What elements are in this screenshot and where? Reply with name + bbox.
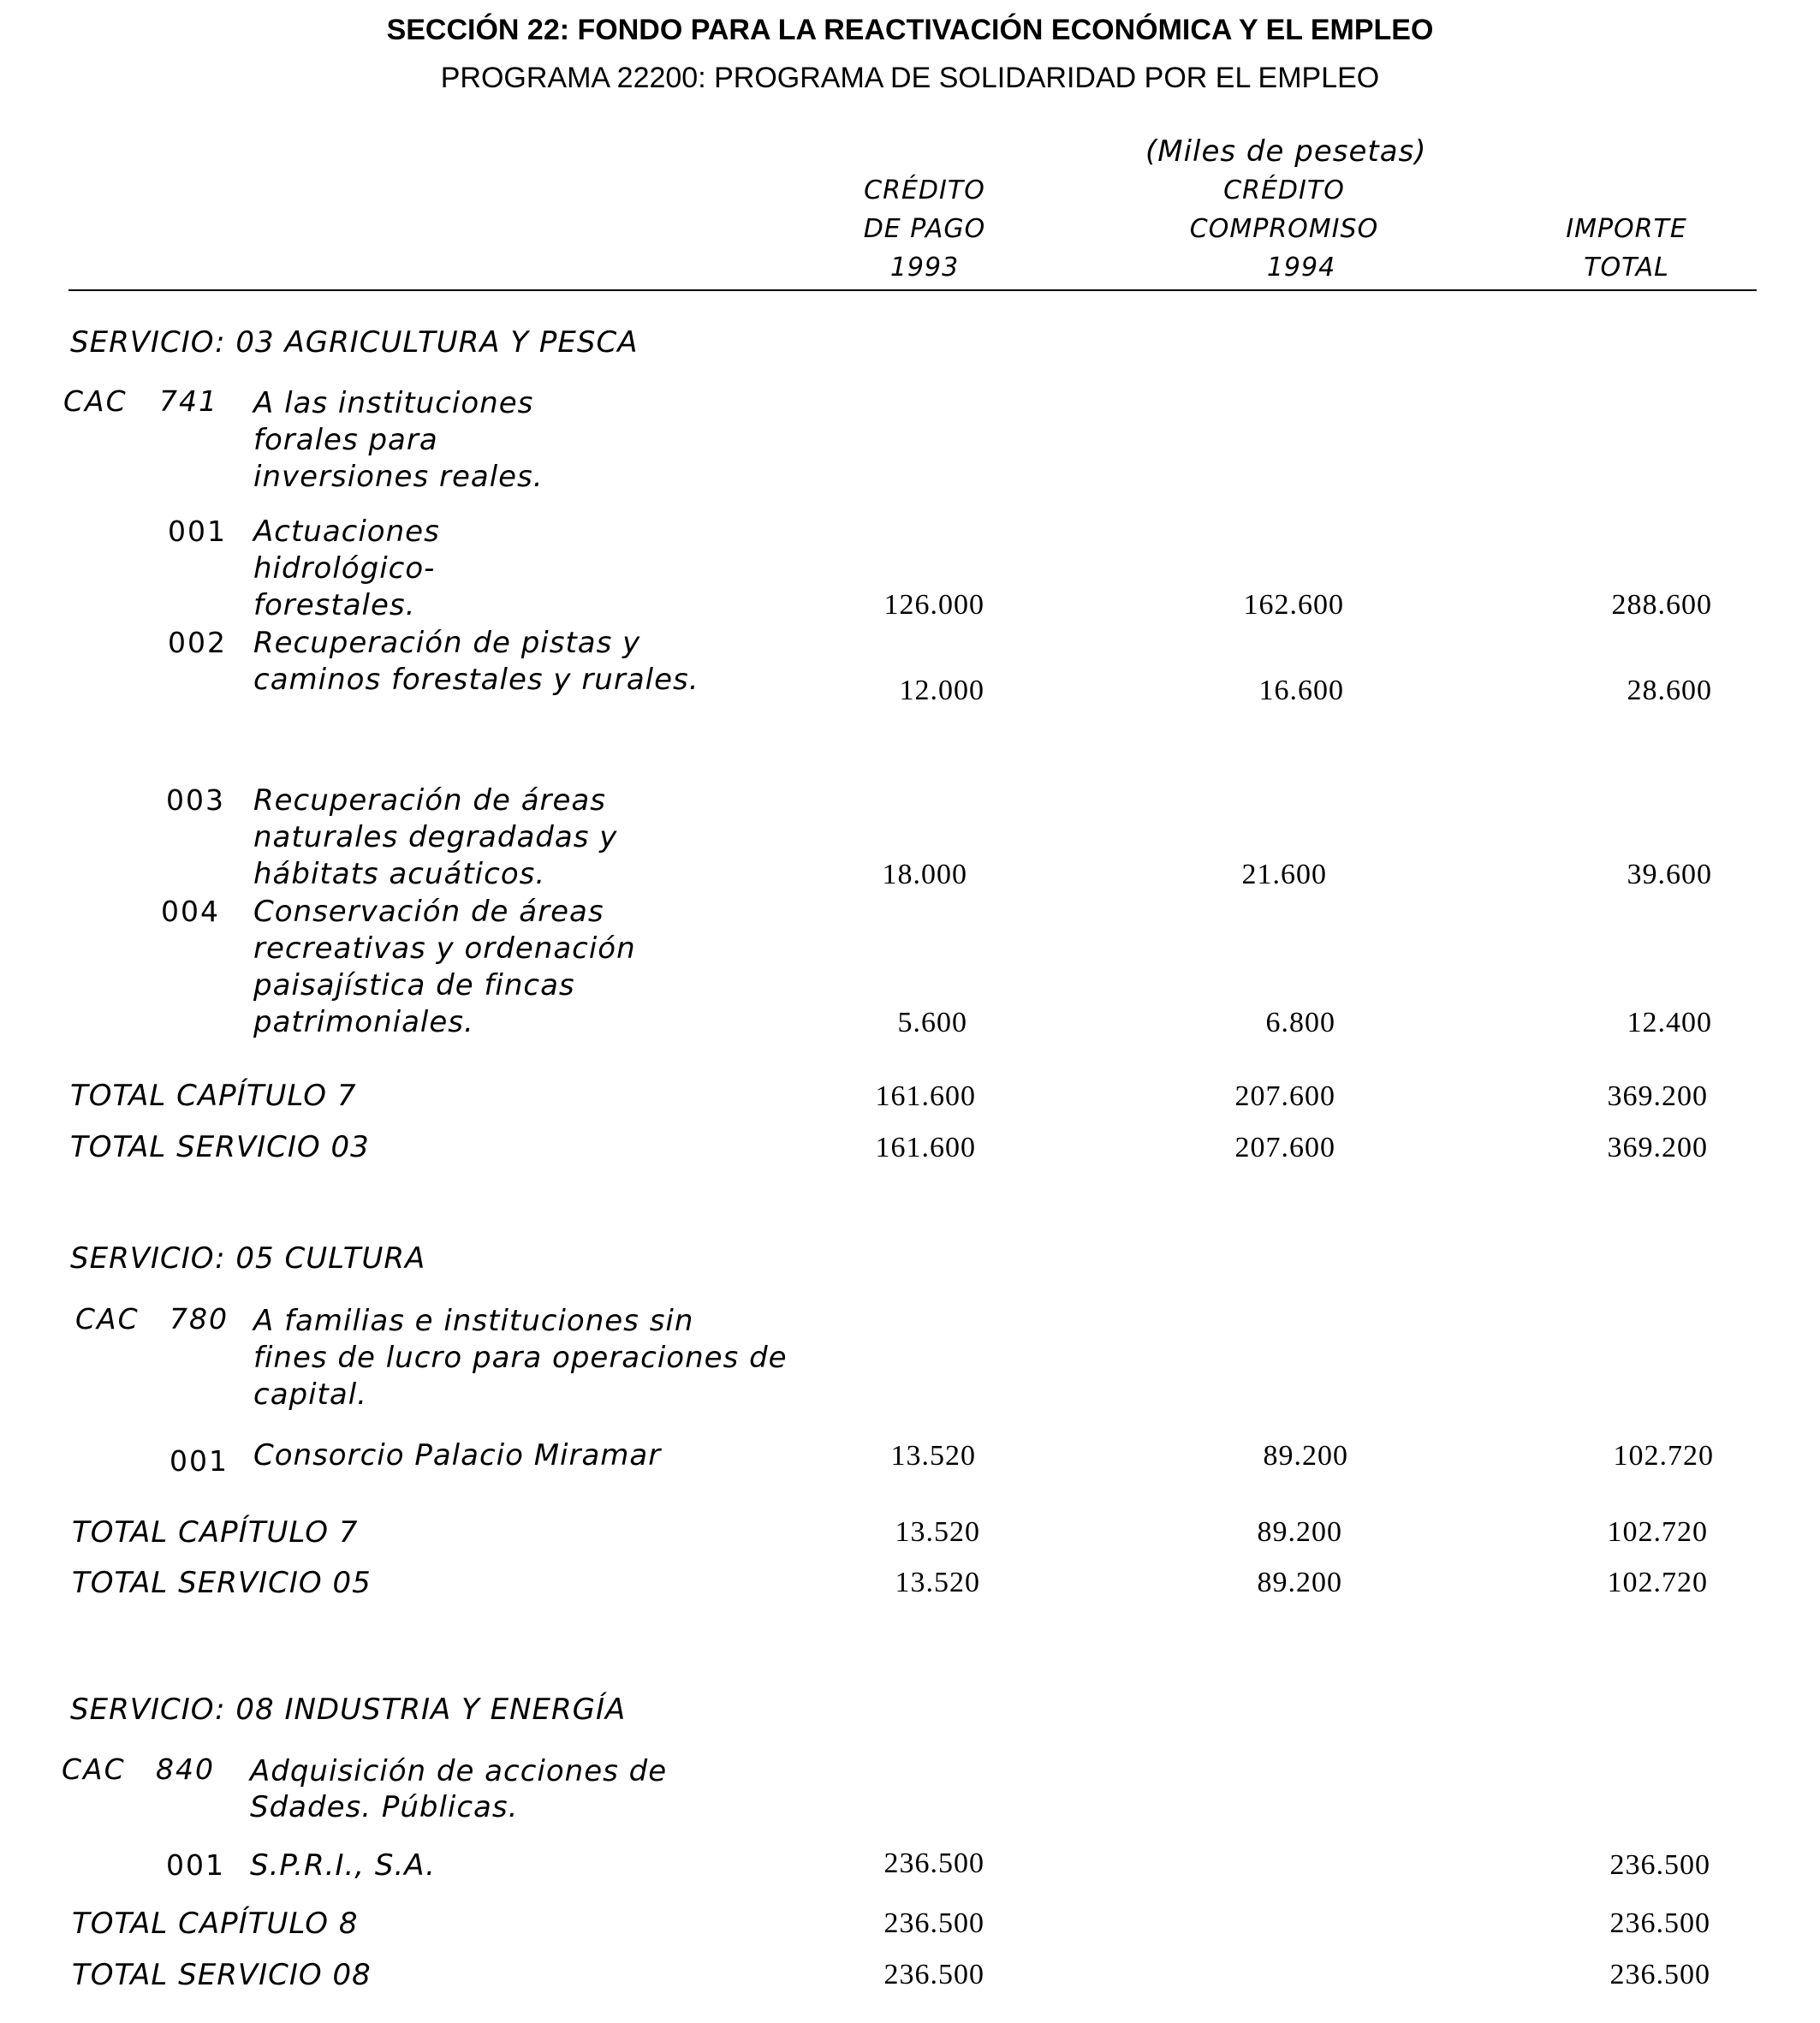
item-code: 001 — [166, 1848, 225, 1882]
total-capitulo-credito-pago: 13.520 — [895, 1516, 980, 1548]
col-importe-total-line2: TOTAL — [1584, 253, 1669, 283]
value-credito-compromiso: 6.800 — [1265, 1007, 1335, 1038]
cac-description-line: A familias e instituciones sin — [253, 1304, 694, 1338]
item-code: 001 — [168, 515, 227, 548]
col-credito-pago-line2: DE PAGO — [863, 214, 986, 244]
col-credito-compromiso-line3: 1994 — [1266, 253, 1336, 283]
value-importe-total: 12.400 — [1627, 1007, 1712, 1038]
value-credito-pago: 18.000 — [882, 859, 967, 890]
item-description-line: Recuperación de pistas y — [253, 626, 641, 660]
cac-code: 741 — [159, 384, 218, 418]
total-capitulo-credito-pago: 236.500 — [883, 1907, 984, 1939]
value-credito-compromiso: 162.600 — [1243, 589, 1344, 621]
value-credito-pago: 13.520 — [890, 1440, 976, 1472]
header-rule — [68, 289, 1757, 291]
item-description-line: paisajística de fincas — [253, 968, 575, 1003]
total-servicio-importe-total: 102.720 — [1607, 1567, 1708, 1598]
program-subtitle: PROGRAMA 22200: PROGRAMA DE SOLIDARIDAD POR EL EMPLEO — [440, 62, 1380, 94]
item-code: 003 — [166, 783, 225, 817]
total-servicio-credito-compromiso: 89.200 — [1257, 1567, 1342, 1598]
total-capitulo-importe-total: 236.500 — [1609, 1907, 1710, 1939]
cac-label: CAC — [62, 1752, 126, 1786]
item-description-line: hidrológico- — [253, 551, 436, 586]
col-credito-pago-line3: 1993 — [889, 253, 960, 283]
total-servicio-label: TOTAL SERVICIO 03 — [70, 1130, 370, 1164]
value-importe-total: 39.600 — [1627, 859, 1712, 890]
total-capitulo-label: TOTAL CAPÍTULO 7 — [72, 1515, 359, 1550]
cac-code: 840 — [156, 1752, 215, 1786]
servicio-03-title: SERVICIO: 03 AGRICULTURA Y PESCA — [70, 325, 639, 360]
item-code: 001 — [170, 1444, 229, 1478]
item-description-line: hábitats acuáticos. — [253, 857, 546, 891]
item-code: 004 — [161, 895, 220, 928]
servicio-05-title: SERVICIO: 05 CULTURA — [70, 1241, 426, 1276]
total-capitulo-label: TOTAL CAPÍTULO 8 — [72, 1907, 359, 1941]
col-credito-compromiso-line1: CRÉDITO — [1223, 176, 1345, 205]
value-importe-total: 288.600 — [1611, 589, 1712, 621]
servicio-08-title: SERVICIO: 08 INDUSTRIA Y ENERGÍA — [70, 1693, 627, 1727]
total-capitulo-importe-total: 102.720 — [1607, 1516, 1708, 1548]
total-capitulo-credito-pago: 161.600 — [875, 1080, 976, 1112]
value-credito-pago: 5.600 — [897, 1007, 967, 1038]
col-importe-total-line1: IMPORTE — [1566, 214, 1687, 244]
cac-description-line: inversiones reales. — [253, 460, 544, 494]
item-description-line: recreativas y ordenación — [253, 931, 636, 966]
cac-label: CAC — [75, 1302, 140, 1336]
total-servicio-credito-pago: 161.600 — [875, 1132, 976, 1163]
total-servicio-credito-pago: 236.500 — [883, 1959, 984, 1990]
item-description-line: naturales degradadas y — [253, 820, 618, 854]
item-code: 002 — [168, 626, 227, 659]
cac-description-line: capital. — [253, 1377, 367, 1412]
item-description-line: Recuperación de áreas — [253, 783, 606, 818]
section-title: SECCIÓN 22: FONDO PARA LA REACTIVACIÓN ECONÓMICA Y EL EMPLEO — [386, 14, 1434, 46]
col-credito-compromiso-line2: COMPROMISO — [1189, 214, 1379, 244]
value-credito-pago: 126.000 — [883, 589, 984, 621]
cac-label: CAC — [63, 384, 128, 418]
total-capitulo-credito-compromiso: 207.600 — [1234, 1080, 1335, 1112]
value-credito-compromiso: 21.600 — [1241, 859, 1327, 890]
total-servicio-credito-pago: 13.520 — [895, 1567, 980, 1598]
value-importe-total: 236.500 — [1609, 1849, 1710, 1881]
value-credito-compromiso: 16.600 — [1258, 675, 1344, 706]
item-description-line: caminos forestales y rurales. — [253, 663, 699, 697]
cac-description-line: Adquisición de acciones de — [250, 1754, 668, 1788]
units-label: (Miles de pesetas) — [1145, 134, 1427, 169]
cac-description-line: fines de lucro para operaciones de — [253, 1341, 788, 1375]
total-servicio-credito-compromiso: 207.600 — [1234, 1132, 1335, 1163]
total-servicio-label: TOTAL SERVICIO 08 — [72, 1958, 372, 1992]
value-credito-pago: 12.000 — [899, 675, 984, 706]
item-description-line: Consorcio Palacio Miramar — [253, 1438, 662, 1473]
total-servicio-importe-total: 369.200 — [1607, 1132, 1708, 1163]
cac-description-line: A las instituciones — [253, 386, 534, 420]
total-capitulo-label: TOTAL CAPÍTULO 7 — [70, 1079, 357, 1113]
item-description-line: Actuaciones — [253, 515, 440, 549]
item-description-line: forestales. — [253, 588, 416, 622]
value-importe-total: 102.720 — [1613, 1440, 1714, 1472]
item-description-line: S.P.R.I., S.A. — [250, 1848, 436, 1883]
total-servicio-importe-total: 236.500 — [1609, 1959, 1710, 1990]
value-importe-total: 28.600 — [1627, 675, 1712, 706]
item-description-line: Conservación de áreas — [253, 895, 604, 929]
value-credito-pago: 236.500 — [883, 1847, 984, 1879]
total-servicio-label: TOTAL SERVICIO 05 — [72, 1566, 372, 1600]
cac-description-line: forales para — [253, 423, 438, 457]
item-description-line: patrimoniales. — [253, 1005, 474, 1039]
value-credito-compromiso: 89.200 — [1263, 1440, 1348, 1472]
col-credito-pago-line1: CRÉDITO — [864, 176, 985, 205]
total-capitulo-credito-compromiso: 89.200 — [1257, 1516, 1342, 1548]
cac-description-line: Sdades. Públicas. — [250, 1790, 519, 1824]
total-capitulo-importe-total: 369.200 — [1607, 1080, 1708, 1112]
cac-code: 780 — [170, 1302, 229, 1336]
